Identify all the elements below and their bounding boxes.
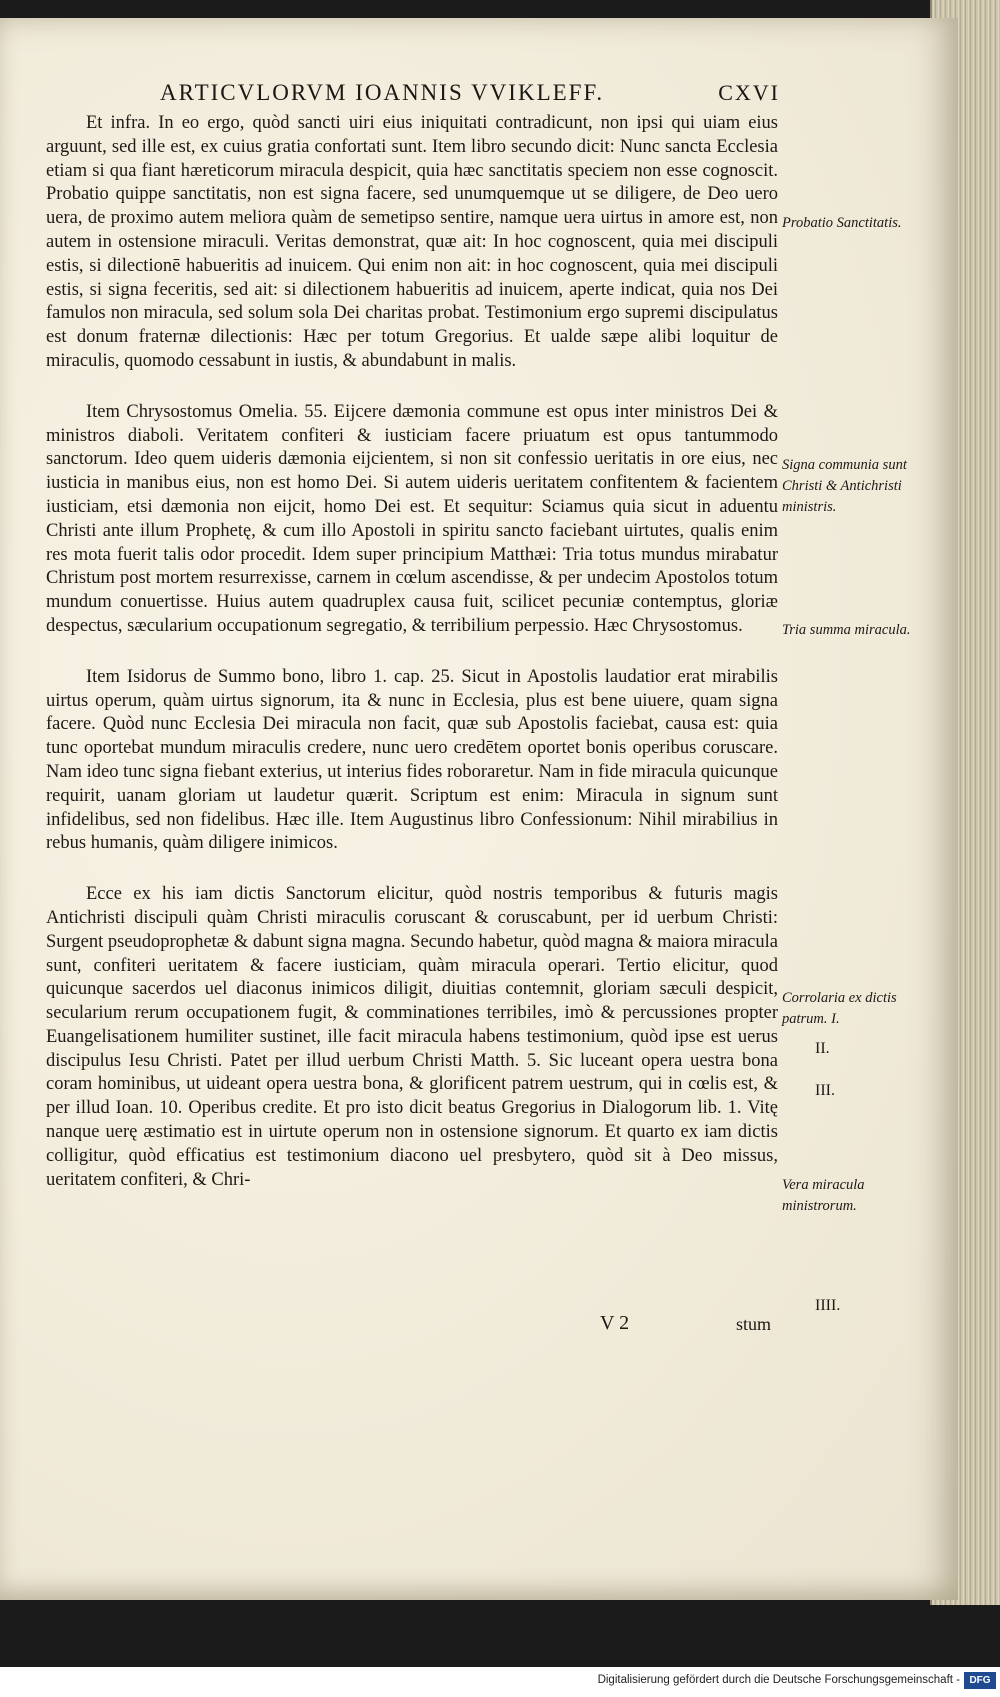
margin-note-corrolaria: Corrolaria ex dictis patrum. I. [782, 990, 897, 1027]
margin-number-4: IIII. [815, 1297, 841, 1314]
folio-number: CXVI [718, 80, 780, 105]
digitization-footer [0, 1667, 1000, 1697]
main-text-block [46, 112, 778, 1219]
signature-mark: V 2 [600, 1312, 630, 1334]
margin-note-probatio: Probatio Sanctitatis. [782, 215, 902, 231]
paragraph-gregorius: Et infra. In eo ergo, quòd sancti uiri eius iniquitati contradicunt, non ipsi qui uiam eius arguunt, sed ille est, ex cuius gratia confortati sunt. Item libro secundo dicit: Nunc sancta Ecclesia etiam si qua fiant hæreticorum miracula despicit, quia hæc sanctitatis speciem non esse cognoscit. Probatio quippe sanctitatis, non est signa facere, sed unumquemque ut se diligere, de Deo uero uera, de proximo autem meliora quàm de semetipso sentire, namque uera uirtus in amore est, non autem in ostensione miraculi. Veritas demonstrat, quæ ait: In hoc cognoscent, quia mei discipuli estis, si dilectionē habueritis ad inuicem. Qui enim non ait: in hoc cognoscent, quia mei discipuli estis, si signa feceritis, sed ait: si dilectionem habueritis ad inuicem, aperte indicat, quia nos Dei famulos non miracula, sed solum sola Dei charitas probat. Testimonium ergo supremi discipulatus est donum fraternæ dilectionis: Hæc per totum Gregorius. Et ualde sæpe alibi loquitur de miraculis, quomodo cessabunt in iustis, & abundabunt in malis. [46, 113, 778, 371]
dfg-logo: DFG [964, 1672, 996, 1689]
paragraph-isidorus: Item Isidorus de Summo bono, libro 1. cap. 25. Sicut in Apostolis laudatior erat mirabilis uirtus operum, quàm uirtus signorum, ita & nunc in Ecclesia, plus est bene uiuere, quam signa facere. Quòd nunc Ecclesia Dei miracula non facit, quæ sub Apostolis faciebat, causa est: quia tunc oportebat mundum miraculis credere, nunc uero credētem oportet bonis operibus coruscare. Nam ideo tunc signa fiebant exterius, ut interius fides roboraretur. Nam in fide miracula quicunque requirit, uanam gloriam ut laudetur quærit. Scriptum est enim: Miracula in signum sunt infidelibus, sed non fidelibus. Hæc ille. Item Augustinus libro Confessionum: Nihil mirabilius in rebus humanis, quàm diligere inimicos. [46, 666, 778, 854]
margin-number-2: II. [815, 1040, 830, 1057]
margin-note-tria: Tria summa miracula. [782, 622, 911, 638]
margin-number-3: III. [815, 1082, 835, 1099]
funding-credit: Digitalisierung gefördert durch die Deutsche Forschungsgemeinschaft - [597, 1674, 960, 1686]
paragraph-chrysostomus: Item Chrysostomus Omelia. 55. Eijcere dæmonia commune est opus inter ministros Dei & ministros diaboli. Veritatem confiteri & iusticiam facere priuatum est opus tantummodo sanctorum. Ideo quem uideris dæmonia eijcientem, si non sit confessio ueritatis in ore eius, nec iusticia in manibus eius, non est homo Dei. Si autem uideris ueritatem confitentem & facientem iusticiam, etsi dæmonia non eijcit, homo Dei est. Et sequitur: Sciamus quia sicut in aduentu Christi ante illum Prophetę, & cum illo Apostoli in spiritu sancto faciebant uirtutes, qualis enim res mota fuerit talis odor procedit. Idem super principium Matthæi: Tria totus mundus mirabatur Christum post mortem resurrexisse, carnem in cœlum ascendisse, & per undecim Apostolos totum mundum conuertisse. Huius autem quadruplex causa fuit, scilicet pecuniæ contemptus, gloriæ despectus, sæcularium occupationum segregatio, & terribilium perpessio. Hæc Chrysostomus. [46, 401, 778, 636]
margin-note-signa: Signa communia sunt Christi & Antichristi ministris. [782, 457, 907, 515]
running-title: ARTICVLORVM IOANNIS VVIKLEFF. [160, 80, 605, 105]
margin-note-vera: Vera miracula ministrorum. [782, 1177, 865, 1214]
catchword: stum [736, 1314, 772, 1334]
running-head [160, 80, 780, 106]
paragraph-corollaria: Ecce ex his iam dictis Sanctorum elicitur, quòd nostris temporibus & futuris magis Antichristi discipuli quàm Christi miraculis coruscant & coruscabunt, per id uerbum Christi: Surgent pseudoprophetæ & dabunt signa magna. Secundo habetur, quòd magna & maiora miracula sunt, confiteri ueritatem & facere iusticiam, quàm miracula operari. Tertio elicitur, quod quicunque sacerdos uel diaconus inimicos diligit, diuitias contemnit, gloriam sæculi despicit, secularium rerum occupationem fugit, & comminationes terribiles, imò & percussiones propter Euangelisationem humiliter sustinet, ille facit miracula habens testimonium, quòd ipse est uerus discipulus Iesu Christi. Patet per illud uerbum Christi Matth. 5. Sic luceant opera uestra bona coram hominibus, ut uideant opera uestra bona, & glorificent patrem uestrum, qui in cœlis est, & per illud Ioan. 10. Operibus credite. Et pro isto dicit beatus Gregorius in Dialogorum lib. 1. Vitę nanque uerę æstimatio est in uirtute operum non in ostensione signorum. Et quarto ex iam dictis colligitur, quòd efficatius est testimonium diacono uel presbytero, quòd sit à Deo missus, ueritatem confiteri, & Chri- [46, 884, 778, 1190]
